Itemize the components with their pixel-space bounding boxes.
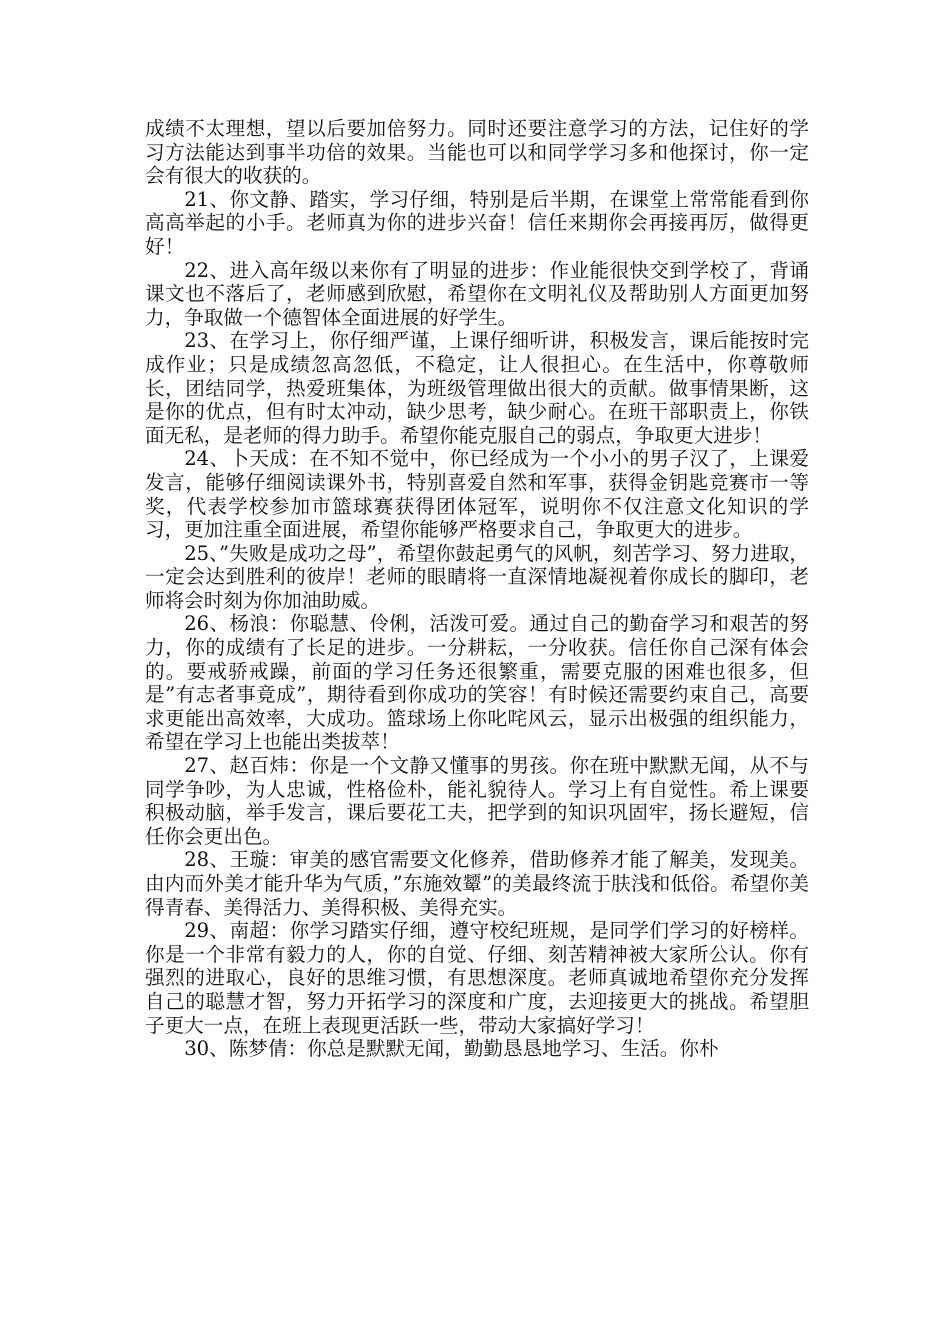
paragraph-26: 26、杨浪：你聪慧、伶俐，活泼可爱。通过自己的勤奋学习和艰苦的努力，你的成绩有了长足的进步。一分耕耘，一分收获。信任你自己深有体会的。要戒骄戒躁，前面的学习任务还很繁重，需要克服的困难也很多，但是”有志者事竟成”，期待看到你成功的笑容！有时候还需要约束自己，高要求更能出高效率，大成功。篮球场上你叱咤风云，显示出极强的组织能力，希望在学习上也能出类拔萃！ <box>145 612 809 754</box>
paragraph-23: 23、在学习上，你仔细严谨，上课仔细听讲，积极发言，课后能按时完成作业；只是成绩忽高忽低，不稳定，让人很担心。在生活中，你尊敬师长，团结同学，热爱班集体，为班级管理做出很大的贡献。做事情果断，这是你的优点，但有时太冲动，缺少思考，缺少耐心。在班干部职责上，你铁面无私，是老师的得力助手。希望你能克服自己的弱点，争取更大进步！ <box>145 329 809 447</box>
paragraph-24: 24、卜天成：在不知不觉中，你已经成为一个小小的男子汉了，上课爱发言，能够仔细阅读课外书，特别喜爱自然和军事，获得金钥匙竞赛市一等奖，代表学校参加市篮球赛获得团体冠军，说明你不仅注意文化知识的学习，更加注重全面进展，希望你能够严格要求自己，争取更大的进步。 <box>145 447 809 542</box>
paragraph-30: 30、陈梦倩：你总是默默无闻，勤勤恳恳地学习、生活。你朴 <box>184 1037 719 1061</box>
paragraph-29: 29、南超：你学习踏实仔细，遵守校纪班规，是同学们学习的好榜样。你是一个非常有毅力的人，你的自觉、仔细、刻苦精神被大家所公认。你有强烈的进取心，良好的思维习惯，有思想深度。老师真诚地希望你充分发挥自己的聪慧才智，努力开拓学习的深度和广度，去迎接更大的挑战。希望胆子更大一点，在班上表现更活跃一些，带动大家搞好学习！ <box>145 919 809 1037</box>
paragraph-25: 25、”失败是成功之母”，希望你鼓起勇气的风帆，刻苦学习、努力进取，一定会达到胜利的彼岸！老师的眼睛将一直深情地凝视着你成长的脚印，老师将会时刻为你加油助威。 <box>145 541 809 612</box>
paragraph-21: 21、你文静、踏实，学习仔细，特别是后半期，在课堂上常常能看到你高高举起的小手。老师真为你的进步兴奋！信任来期你会再接再厉，做得更好！ <box>145 187 809 258</box>
paragraph-27: 27、赵百炜：你是一个文静又懂事的男孩。你在班中默默无闻，从不与同学争吵，为人忠诚，性格俭朴，能礼貌待人。学习上有自觉性。希上课要积极动脑，举手发言，课后要花工夫，把学到的知识巩固牢，扬长避短，信任你会更出色。 <box>145 754 809 848</box>
paragraph-continued: 成绩不太理想，望以后要加倍努力。同时还要注意学习的方法，记住好的学习方法能达到事半功倍的效果。当能也可以和同学学习多和他探讨，你一定会有很大的收获的。 <box>145 117 809 188</box>
paragraph-22: 22、进入高年级以来你有了明显的进步：作业能很快交到学校了，背诵课文也不落后了，老师感到欣慰，希望你在文明礼仪及帮助别人方面更加努力，争取做一个德智体全面进展的好学生。 <box>145 258 809 329</box>
document-body <box>145 117 809 1061</box>
paragraph-28: 28、王璇：审美的感官需要文化修养，借助修养才能了解美，发现美。由内而外美才能升华为气质，”东施效颦”的美最终流于肤浅和低俗。希望你美得青春、美得活力、美得积极、美得充实。 <box>145 848 809 919</box>
